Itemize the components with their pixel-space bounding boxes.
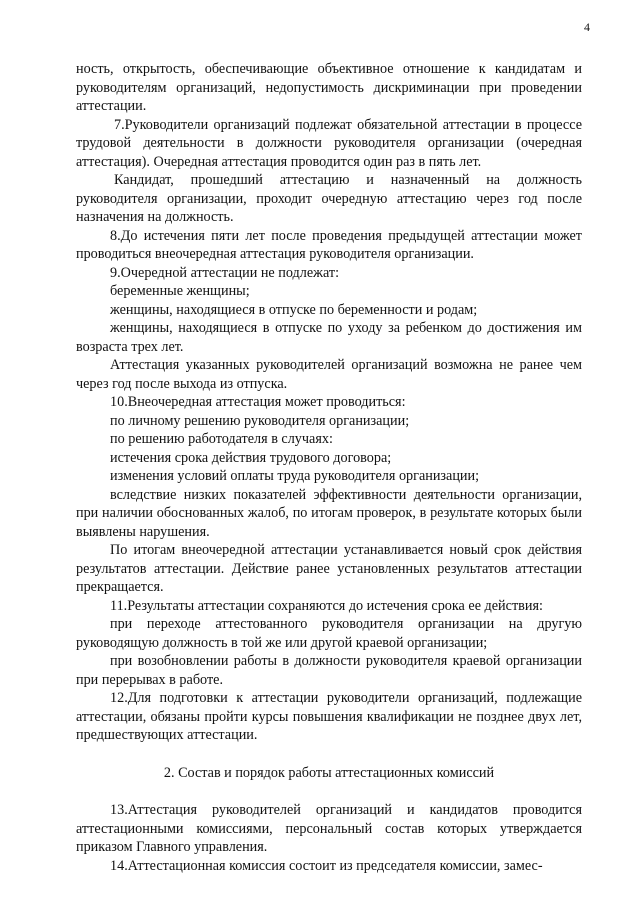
page-number: 4 [584, 20, 590, 34]
paragraph: По итогам внеочередной аттестации устанавливается новый срок действия результатов аттестации. Действие ранее установленных результатов аттестации прекращается. [76, 542, 582, 595]
paragraph: 14.Аттестационная комиссия состоит из председателя комиссии, замес- [110, 857, 543, 874]
paragraph: изменения условий оплаты труда руководителя организации; [110, 468, 480, 484]
paragraph: ность, открытость, обеспечивающие объективное отношение к кандидатам и руководителям организаций, недопустимость дискриминации при проведении аттестации. [76, 61, 582, 114]
paragraph: по личному решению руководителя организации; [110, 412, 410, 429]
paragraphs-before [76, 60, 582, 745]
paragraph: 10.Внеочередная аттестация может проводиться: [110, 394, 406, 410]
paragraph: женщины, находящиеся в отпуске по уходу за ребенком до достижения им возраста трех лет. [76, 320, 582, 355]
paragraph: Кандидат, прошедший аттестацию и назначенный на должность руководителя организации, проходит очередную аттестацию через год после назначения на должность. [76, 172, 582, 225]
paragraph: беременные женщины; [110, 283, 250, 299]
paragraph: 13.Аттестация руководителей организаций и кандидатов проводится аттестационными комиссиями, персональный состав которых утверждается приказом Главного управления. [76, 802, 582, 855]
paragraph: вследствие низких показателей эффективности деятельности организации, при наличии обоснованных жалоб, по итогам проверок, в результате которых были выявлены нарушения. [76, 486, 582, 540]
paragraph: 8.До истечения пяти лет после проведения предыдущей аттестации может проводиться внеочередная аттестация руководителя организации. [76, 227, 582, 262]
paragraph: 7.Руководители организаций подлежат обязательной аттестации в процессе трудовой деятельности в должности руководителя организации (очередная аттестация). Очередная аттестация проводится один раз в пять лет. [76, 116, 582, 170]
paragraph: Аттестация указанных руководителей организаций возможна не ранее чем через год после выхода из отпуска. [76, 357, 582, 392]
paragraphs-after [76, 801, 582, 875]
paragraph: при переходе аттестованного руководителя организации на другую руководящую должность в той же или другой краевой организации; [76, 616, 582, 651]
document-body [76, 60, 582, 875]
paragraph: женщины, находящиеся в отпуске по беременности и родам; [110, 301, 478, 318]
paragraph: по решению работодателя в случаях: [110, 431, 333, 447]
paragraph: 11.Результаты аттестации сохраняются до истечения срока ее действия: [110, 597, 543, 614]
section-heading: 2. Состав и порядок работы аттестационных комиссий [163, 764, 495, 781]
paragraph: 12.Для подготовки к аттестации руководители организаций, подлежащие аттестации, обязаны пройти курсы повышения квалификации не позднее двух лет, предшествующих аттестации. [76, 690, 582, 743]
paragraph: 9.Очередной аттестации не подлежат: [110, 264, 340, 281]
paragraph: истечения срока действия трудового договора; [110, 449, 392, 466]
paragraph: при возобновлении работы в должности руководителя краевой организации при перерывах в работе. [76, 653, 582, 688]
